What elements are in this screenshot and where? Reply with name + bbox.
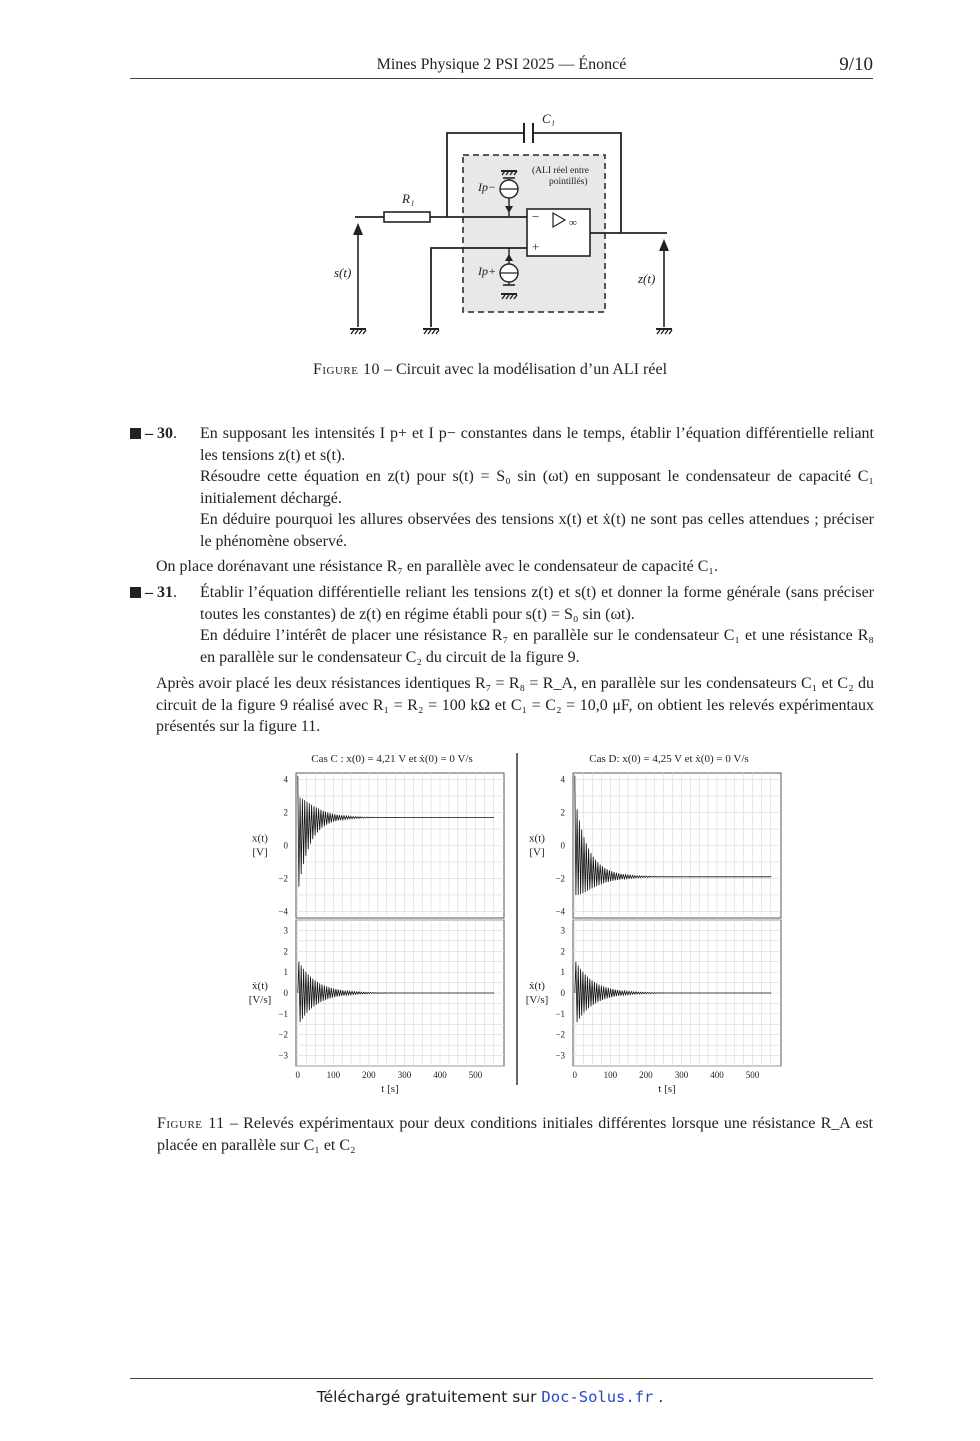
- y-tick-label: −2: [555, 1029, 565, 1040]
- y-tick-label: 0: [560, 988, 565, 998]
- figure-10-label: Figure 10: [312, 361, 380, 378]
- paragraph-results: [156, 673, 874, 738]
- label-z: z(t): [638, 271, 656, 286]
- paragraph-text: On place dorénavant une résistance R₇ en parallèle avec le condensateur de capacité C₁.: [156, 558, 718, 575]
- question-30: – 30. En supposant les intensités I p+ et I p− constantes dans le temps, établir l’équation différentielle reliant les tensions z(t) et s(t). Résoudre cette équation en z(t) pour s(t) = S₀ sin (ωt) en supposant le condensateur de capacité C₁ initialement déchargé. En déduire pourquoi les allures observées des tensions x(t) et ẋ(t) ne sont pas celles attendues ; préciser le phénomène observé.: [130, 423, 874, 552]
- figure-11-plots: [230, 745, 790, 1100]
- y-axis-unit: [V]: [252, 846, 268, 859]
- paragraph-text: Après avoir placé les deux résistances identiques R₇ = R₈ = R_A, en parallèle sur les condensateurs C₁ et C₂ du circuit de la figure 9 réalisé avec R₁ = R₂ = 100 kΩ et C₁ = C₂ = 10,0 μF, on obtient les relevés expérimentaux présentés sur la figure 11.: [156, 675, 874, 735]
- y-tick-label: 4: [283, 774, 288, 785]
- y-tick-label: 2: [560, 807, 565, 818]
- x-tick-label: 500: [468, 1070, 483, 1080]
- question-31: – 31. Établir l’équation différentielle reliant les tensions z(t) et s(t) et donner la forme générale (sans préciser toutes les constantes) de z(t) en régime établi pour s(t) = S₀ sin (ωt). En déduire l’intérêt de placer une résistance R₇ en parallèle sur le condensateur C₁ et une résistance R₈ en parallèle sur le condensateur C₂ du circuit de la figure 9.: [130, 582, 874, 668]
- x-tick-label: 0: [572, 1070, 578, 1080]
- figure-11-label: Figure 11: [157, 1115, 225, 1132]
- checkbox-icon: [130, 587, 141, 598]
- ali-note-1: (ALI réel entre: [532, 166, 589, 176]
- y-tick-label: 3: [283, 925, 288, 936]
- figure-11-caption-text: – Relevés expérimentaux pour deux conditions initiales différentes lorsque une résistance R_A est placée en parallèle sur C₁ et C₂: [157, 1115, 873, 1154]
- footer-text: Téléchargé gratuitement sur: [316, 1388, 542, 1406]
- x-axis-label: t [s]: [658, 1083, 676, 1095]
- footer-end: .: [653, 1388, 664, 1406]
- y-tick-label: −1: [278, 1008, 288, 1019]
- q30-p1: En supposant les intensités I p+ et I p− constantes dans le temps, établir l’équation différentielle reliant les tensions z(t) et s(t).: [200, 425, 874, 464]
- q31-p1: Établir l’équation différentielle reliant les tensions z(t) et s(t) et donner la forme générale (sans préciser toutes les constantes) de z(t) en régime établi pour s(t) = S₀ sin (ωt).: [200, 584, 874, 623]
- y-tick-label: 2: [560, 946, 565, 957]
- x-tick-label: 500: [745, 1070, 760, 1080]
- y-tick-label: −2: [278, 1029, 288, 1040]
- y-axis-label: x(t): [529, 832, 545, 845]
- y-tick-label: 2: [283, 807, 288, 818]
- x-tick-label: 100: [326, 1070, 341, 1080]
- svg-text:−: −: [532, 209, 540, 224]
- label-s: s(t): [334, 265, 352, 280]
- y-axis-label: x(t): [252, 832, 268, 845]
- y-tick-label: −3: [555, 1050, 565, 1061]
- plot-panel: [573, 773, 781, 918]
- footer-link[interactable]: Doc-Solus.fr: [541, 1388, 654, 1406]
- chart-title: Cas D: x(0) = 4,25 V et ẋ(0) = 0 V/s: [589, 753, 749, 765]
- label-r1: R₁: [402, 191, 415, 206]
- y-tick-label: 0: [560, 840, 565, 851]
- x-tick-label: 200: [362, 1070, 376, 1080]
- x-tick-label: 300: [397, 1070, 412, 1080]
- y-tick-label: 3: [560, 925, 565, 936]
- plot-panel: [296, 773, 504, 918]
- y-tick-label: −1: [555, 1008, 565, 1019]
- x-tick-label: 200: [639, 1070, 653, 1080]
- x-axis-label: t [s]: [381, 1083, 399, 1095]
- x-tick-label: 100: [603, 1070, 618, 1080]
- figure-10-circuit: [320, 105, 700, 340]
- q30-p2: Résoudre cette équation en z(t) pour s(t) = S₀ sin (ωt) en supposant le condensateur de capacité C₁ initialement déchargé.: [200, 468, 874, 507]
- y-tick-label: 0: [283, 988, 288, 998]
- question-number: – 31: [145, 584, 173, 601]
- y-axis-unit: [V/s]: [248, 994, 272, 1006]
- figure-11-caption: [157, 1113, 873, 1157]
- plot-panel: [573, 920, 781, 1066]
- paragraph-r7: [156, 556, 874, 578]
- y-tick-label: −2: [278, 873, 288, 884]
- label-ipm: Ip−: [478, 180, 497, 194]
- figure-10-caption: [0, 359, 980, 381]
- y-axis-label: ẋ(t): [252, 980, 268, 992]
- y-axis-unit: [V]: [529, 846, 545, 859]
- figure-10-caption-text: – Circuit avec la modélisation d’un ALI réel: [379, 361, 668, 378]
- page-number: 9/10: [839, 54, 873, 75]
- question-number: – 30: [145, 425, 173, 442]
- page-header: [130, 54, 873, 79]
- y-tick-label: −3: [278, 1050, 288, 1061]
- footer: [0, 1388, 980, 1406]
- ali-note-2: pointillés): [549, 177, 588, 187]
- label-ipp: Ip+: [478, 264, 497, 278]
- y-tick-label: 2: [283, 946, 288, 957]
- svg-text:+: +: [532, 239, 540, 254]
- y-tick-label: −4: [555, 906, 565, 917]
- y-axis-label: ẋ(t): [529, 980, 545, 992]
- y-tick-label: −4: [278, 906, 288, 917]
- label-c1: C₁: [542, 111, 556, 126]
- x-tick-label: 0: [295, 1070, 301, 1080]
- x-tick-label: 400: [710, 1070, 724, 1080]
- checkbox-icon: [130, 428, 141, 439]
- chart-title: Cas C : x(0) = 4,21 V et ẋ(0) = 0 V/s: [311, 753, 473, 765]
- y-tick-label: −2: [555, 873, 565, 884]
- y-tick-label: 1: [283, 967, 288, 978]
- header-title: Mines Physique 2 PSI 2025 — Énoncé: [376, 56, 627, 73]
- y-tick-label: 4: [560, 774, 565, 785]
- resistor-r1: [384, 212, 430, 222]
- footer-rule: [130, 1378, 873, 1379]
- svg-text:∞: ∞: [569, 217, 577, 229]
- q30-p3: En déduire pourquoi les allures observées des tensions x(t) et ẋ(t) ne sont pas celles attendues ; préciser le phénomène observé.: [200, 511, 874, 550]
- y-tick-label: 1: [560, 967, 565, 978]
- y-tick-label: 0: [283, 840, 288, 851]
- x-tick-label: 400: [433, 1070, 447, 1080]
- x-tick-label: 300: [674, 1070, 689, 1080]
- q31-p2: En déduire l’intérêt de placer une résistance R₇ en parallèle sur le condensateur C₁ et une résistance R₈ en parallèle sur le condensateur C₂ du circuit de la figure 9.: [200, 627, 874, 666]
- y-axis-unit: [V/s]: [525, 994, 549, 1006]
- plot-panel: [296, 920, 504, 1066]
